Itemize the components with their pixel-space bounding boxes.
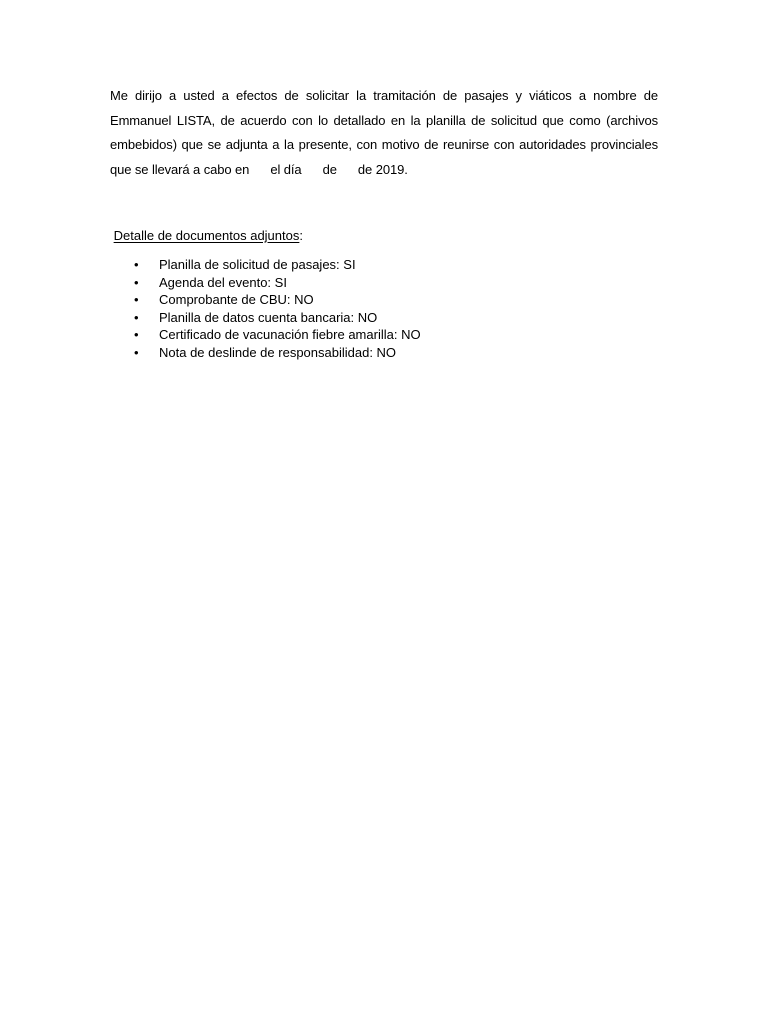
bullet-icon: •: [134, 292, 139, 308]
attachments-heading: [110, 227, 303, 245]
bullet-icon: •: [134, 257, 139, 272]
list-item: [110, 256, 630, 274]
bullet-icon: •: [134, 327, 139, 343]
list-item-text: Agenda del evento: SI: [159, 274, 287, 290]
list-item-text: Comprobante de CBU: NO: [159, 292, 314, 308]
attachments-list: [110, 256, 630, 362]
bullet-icon: •: [134, 309, 139, 325]
list-item: [110, 291, 630, 309]
bullet-icon: •: [134, 274, 139, 290]
list-item: [110, 326, 630, 344]
list-item: [110, 274, 630, 292]
list-item-text: Planilla de solicitud de pasajes: SI: [159, 257, 356, 272]
attachments-heading-text: Detalle de documentos adjuntos: [113, 228, 300, 243]
list-item: [110, 309, 630, 327]
list-item: [110, 344, 630, 362]
request-paragraph: Me dirijo a usted a efectos de solicitar la tramitación de pasajes y viáticos a nombre de Emmanuel LISTA, de acuerdo con lo detallado en la planilla de solicitud que como (archivos embebidos) que se adjunta a la presente, con motivo de reunirse con autoridades provinciales que se llevará a cabo en el día de de 2019.: [110, 88, 658, 177]
list-item-text: Certificado de vacunación fiebre amarilla: NO: [159, 327, 421, 343]
bullet-icon: •: [134, 344, 139, 360]
list-item-text: Nota de deslinde de responsabilidad: NO: [159, 344, 397, 360]
list-item-text: Planilla de datos cuenta bancaria: NO: [159, 309, 378, 325]
attachments-heading-colon: :: [299, 228, 303, 243]
